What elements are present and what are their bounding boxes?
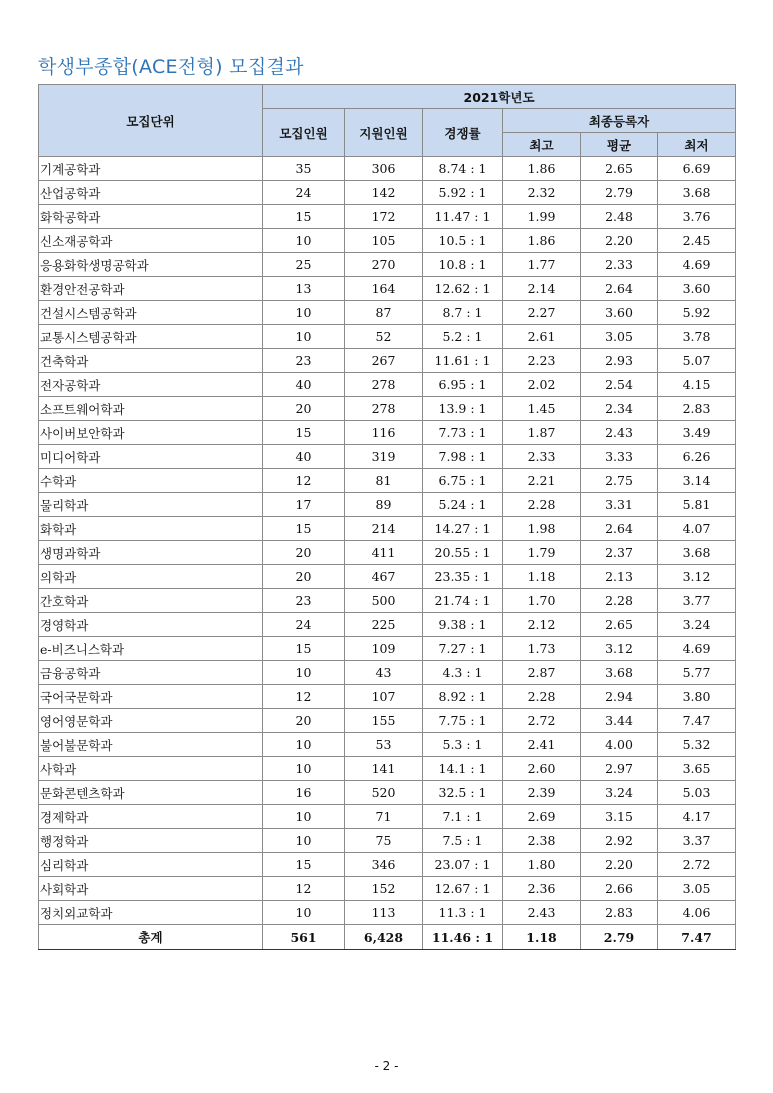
department-name-cell: 의학과 <box>39 565 263 589</box>
average-grade-cell: 2.64 <box>581 517 658 541</box>
best-grade-cell: 2.27 <box>503 301 581 325</box>
table-row <box>39 421 736 445</box>
best-grade-cell: 2.36 <box>503 877 581 901</box>
lowest-grade-cell: 5.32 <box>658 733 736 757</box>
average-grade-cell: 3.31 <box>581 493 658 517</box>
quota-cell: 10 <box>263 757 345 781</box>
department-name-cell: 화학공학과 <box>39 205 263 229</box>
lowest-grade-cell: 3.37 <box>658 829 736 853</box>
header-unit: 모집단위 <box>39 85 263 157</box>
quota-cell: 23 <box>263 349 345 373</box>
ratio-cell: 8.7 : 1 <box>423 301 503 325</box>
ratio-cell: 23.07 : 1 <box>423 853 503 877</box>
ratio-cell: 8.92 : 1 <box>423 685 503 709</box>
quota-cell: 10 <box>263 325 345 349</box>
department-name-cell: 금융공학과 <box>39 661 263 685</box>
header-year: 2021학년도 <box>263 85 736 109</box>
quota-cell: 35 <box>263 157 345 181</box>
applicants-cell: 53 <box>345 733 423 757</box>
applicants-cell: 141 <box>345 757 423 781</box>
average-grade-cell: 2.33 <box>581 253 658 277</box>
average-grade-cell: 2.66 <box>581 877 658 901</box>
table-row <box>39 685 736 709</box>
applicants-cell: 81 <box>345 469 423 493</box>
ratio-cell: 12.62 : 1 <box>423 277 503 301</box>
applicants-cell: 142 <box>345 181 423 205</box>
best-grade-cell: 2.28 <box>503 493 581 517</box>
best-grade-cell: 1.77 <box>503 253 581 277</box>
average-grade-cell: 2.13 <box>581 565 658 589</box>
lowest-grade-cell: 4.07 <box>658 517 736 541</box>
table-row <box>39 733 736 757</box>
applicants-cell: 87 <box>345 301 423 325</box>
ratio-cell: 10.5 : 1 <box>423 229 503 253</box>
table-body <box>39 157 736 950</box>
average-grade-cell: 2.43 <box>581 421 658 445</box>
ratio-cell: 5.92 : 1 <box>423 181 503 205</box>
quota-cell: 10 <box>263 829 345 853</box>
applicants-cell: 319 <box>345 445 423 469</box>
best-grade-cell: 1.80 <box>503 853 581 877</box>
lowest-grade-cell: 3.77 <box>658 589 736 613</box>
best-grade-cell: 2.61 <box>503 325 581 349</box>
lowest-grade-cell: 4.15 <box>658 373 736 397</box>
applicants-cell: 225 <box>345 613 423 637</box>
average-grade-cell: 2.20 <box>581 853 658 877</box>
average-grade-cell: 2.34 <box>581 397 658 421</box>
applicants-cell: 52 <box>345 325 423 349</box>
quota-cell: 15 <box>263 421 345 445</box>
average-grade-cell: 2.54 <box>581 373 658 397</box>
ratio-cell: 11.61 : 1 <box>423 349 503 373</box>
department-name-cell: 건축학과 <box>39 349 263 373</box>
results-table <box>38 84 736 950</box>
department-name-cell: 경영학과 <box>39 613 263 637</box>
applicants-cell: 270 <box>345 253 423 277</box>
ratio-cell: 23.35 : 1 <box>423 565 503 589</box>
lowest-grade-cell: 3.49 <box>658 421 736 445</box>
table-row <box>39 181 736 205</box>
ratio-cell: 5.3 : 1 <box>423 733 503 757</box>
best-grade-cell: 2.69 <box>503 805 581 829</box>
quota-cell: 20 <box>263 709 345 733</box>
applicants-cell: 89 <box>345 493 423 517</box>
ratio-cell: 11.47 : 1 <box>423 205 503 229</box>
lowest-grade-cell: 2.72 <box>658 853 736 877</box>
applicants-cell: 116 <box>345 421 423 445</box>
department-name-cell: e-비즈니스학과 <box>39 637 263 661</box>
best-grade-cell: 2.60 <box>503 757 581 781</box>
department-name-cell: 불어불문학과 <box>39 733 263 757</box>
department-name-cell: 심리학과 <box>39 853 263 877</box>
total-quota-cell: 561 <box>263 925 345 950</box>
department-name-cell: 정치외교학과 <box>39 901 263 925</box>
header-best: 최고 <box>503 133 581 157</box>
ratio-cell: 13.9 : 1 <box>423 397 503 421</box>
department-name-cell: 신소재공학과 <box>39 229 263 253</box>
ratio-cell: 5.2 : 1 <box>423 325 503 349</box>
average-grade-cell: 3.05 <box>581 325 658 349</box>
average-grade-cell: 2.48 <box>581 205 658 229</box>
department-name-cell: 소프트웨어학과 <box>39 397 263 421</box>
average-grade-cell: 3.68 <box>581 661 658 685</box>
total-average-grade-cell: 2.79 <box>581 925 658 950</box>
department-name-cell: 환경안전공학과 <box>39 277 263 301</box>
ratio-cell: 14.1 : 1 <box>423 757 503 781</box>
table-row <box>39 397 736 421</box>
quota-cell: 20 <box>263 541 345 565</box>
average-grade-cell: 2.75 <box>581 469 658 493</box>
applicants-cell: 155 <box>345 709 423 733</box>
applicants-cell: 107 <box>345 685 423 709</box>
total-best-grade-cell: 1.18 <box>503 925 581 950</box>
quota-cell: 24 <box>263 181 345 205</box>
average-grade-cell: 3.60 <box>581 301 658 325</box>
header-final-registrants: 최종등록자 <box>503 109 736 133</box>
total-lowest-grade-cell: 7.47 <box>658 925 736 950</box>
ratio-cell: 6.95 : 1 <box>423 373 503 397</box>
ratio-cell: 10.8 : 1 <box>423 253 503 277</box>
best-grade-cell: 2.12 <box>503 613 581 637</box>
lowest-grade-cell: 4.69 <box>658 637 736 661</box>
quota-cell: 20 <box>263 565 345 589</box>
ratio-cell: 21.74 : 1 <box>423 589 503 613</box>
table-row <box>39 853 736 877</box>
table-row <box>39 805 736 829</box>
table-row <box>39 277 736 301</box>
header-average: 평균 <box>581 133 658 157</box>
ratio-cell: 7.75 : 1 <box>423 709 503 733</box>
quota-cell: 10 <box>263 805 345 829</box>
table-row <box>39 157 736 181</box>
applicants-cell: 278 <box>345 397 423 421</box>
lowest-grade-cell: 4.69 <box>658 253 736 277</box>
quota-cell: 10 <box>263 901 345 925</box>
average-grade-cell: 4.00 <box>581 733 658 757</box>
quota-cell: 15 <box>263 517 345 541</box>
lowest-grade-cell: 6.69 <box>658 157 736 181</box>
average-grade-cell: 2.79 <box>581 181 658 205</box>
table-row <box>39 877 736 901</box>
quota-cell: 15 <box>263 853 345 877</box>
lowest-grade-cell: 5.81 <box>658 493 736 517</box>
lowest-grade-cell: 3.60 <box>658 277 736 301</box>
total-department-name-cell: 총계 <box>39 925 263 950</box>
quota-cell: 12 <box>263 469 345 493</box>
lowest-grade-cell: 3.14 <box>658 469 736 493</box>
ratio-cell: 7.5 : 1 <box>423 829 503 853</box>
table-row <box>39 757 736 781</box>
average-grade-cell: 2.83 <box>581 901 658 925</box>
best-grade-cell: 2.33 <box>503 445 581 469</box>
table-row <box>39 565 736 589</box>
table-row <box>39 517 736 541</box>
applicants-cell: 214 <box>345 517 423 541</box>
average-grade-cell: 2.97 <box>581 757 658 781</box>
best-grade-cell: 2.28 <box>503 685 581 709</box>
ratio-cell: 5.24 : 1 <box>423 493 503 517</box>
table-row <box>39 709 736 733</box>
best-grade-cell: 2.41 <box>503 733 581 757</box>
applicants-cell: 172 <box>345 205 423 229</box>
average-grade-cell: 2.65 <box>581 613 658 637</box>
lowest-grade-cell: 4.06 <box>658 901 736 925</box>
lowest-grade-cell: 4.17 <box>658 805 736 829</box>
table-row <box>39 301 736 325</box>
quota-cell: 20 <box>263 397 345 421</box>
ratio-cell: 14.27 : 1 <box>423 517 503 541</box>
lowest-grade-cell: 2.45 <box>658 229 736 253</box>
ratio-cell: 7.1 : 1 <box>423 805 503 829</box>
table-row <box>39 493 736 517</box>
department-name-cell: 생명과학과 <box>39 541 263 565</box>
table-row <box>39 445 736 469</box>
header-lowest: 최저 <box>658 133 736 157</box>
department-name-cell: 기계공학과 <box>39 157 263 181</box>
applicants-cell: 278 <box>345 373 423 397</box>
lowest-grade-cell: 3.80 <box>658 685 736 709</box>
best-grade-cell: 2.43 <box>503 901 581 925</box>
table-row <box>39 469 736 493</box>
applicants-cell: 43 <box>345 661 423 685</box>
lowest-grade-cell: 5.92 <box>658 301 736 325</box>
department-name-cell: 전자공학과 <box>39 373 263 397</box>
quota-cell: 16 <box>263 781 345 805</box>
average-grade-cell: 2.93 <box>581 349 658 373</box>
lowest-grade-cell: 3.68 <box>658 181 736 205</box>
best-grade-cell: 1.86 <box>503 229 581 253</box>
department-name-cell: 응용화학생명공학과 <box>39 253 263 277</box>
applicants-cell: 164 <box>345 277 423 301</box>
quota-cell: 10 <box>263 229 345 253</box>
quota-cell: 40 <box>263 373 345 397</box>
average-grade-cell: 3.12 <box>581 637 658 661</box>
lowest-grade-cell: 6.26 <box>658 445 736 469</box>
table-row <box>39 229 736 253</box>
best-grade-cell: 1.45 <box>503 397 581 421</box>
table-row <box>39 829 736 853</box>
average-grade-cell: 2.37 <box>581 541 658 565</box>
department-name-cell: 간호학과 <box>39 589 263 613</box>
department-name-cell: 수학과 <box>39 469 263 493</box>
department-name-cell: 국어국문학과 <box>39 685 263 709</box>
average-grade-cell: 2.28 <box>581 589 658 613</box>
table-row <box>39 373 736 397</box>
average-grade-cell: 2.65 <box>581 157 658 181</box>
best-grade-cell: 2.02 <box>503 373 581 397</box>
department-name-cell: 사이버보안학과 <box>39 421 263 445</box>
applicants-cell: 467 <box>345 565 423 589</box>
department-name-cell: 영어영문학과 <box>39 709 263 733</box>
ratio-cell: 7.73 : 1 <box>423 421 503 445</box>
lowest-grade-cell: 3.68 <box>658 541 736 565</box>
table-row <box>39 205 736 229</box>
ratio-cell: 8.74 : 1 <box>423 157 503 181</box>
ratio-cell: 7.27 : 1 <box>423 637 503 661</box>
best-grade-cell: 1.98 <box>503 517 581 541</box>
ratio-cell: 11.3 : 1 <box>423 901 503 925</box>
table-row <box>39 589 736 613</box>
average-grade-cell: 3.33 <box>581 445 658 469</box>
lowest-grade-cell: 5.07 <box>658 349 736 373</box>
quota-cell: 40 <box>263 445 345 469</box>
applicants-cell: 346 <box>345 853 423 877</box>
average-grade-cell: 2.64 <box>581 277 658 301</box>
lowest-grade-cell: 2.83 <box>658 397 736 421</box>
applicants-cell: 152 <box>345 877 423 901</box>
average-grade-cell: 3.24 <box>581 781 658 805</box>
applicants-cell: 71 <box>345 805 423 829</box>
department-name-cell: 산업공학과 <box>39 181 263 205</box>
best-grade-cell: 1.87 <box>503 421 581 445</box>
quota-cell: 13 <box>263 277 345 301</box>
department-name-cell: 문화콘텐츠학과 <box>39 781 263 805</box>
table-row <box>39 661 736 685</box>
applicants-cell: 109 <box>345 637 423 661</box>
header-ratio: 경쟁률 <box>423 109 503 157</box>
best-grade-cell: 2.32 <box>503 181 581 205</box>
quota-cell: 10 <box>263 733 345 757</box>
quota-cell: 12 <box>263 877 345 901</box>
quota-cell: 15 <box>263 637 345 661</box>
lowest-grade-cell: 3.65 <box>658 757 736 781</box>
lowest-grade-cell: 3.78 <box>658 325 736 349</box>
ratio-cell: 32.5 : 1 <box>423 781 503 805</box>
best-grade-cell: 2.38 <box>503 829 581 853</box>
ratio-cell: 12.67 : 1 <box>423 877 503 901</box>
table-row <box>39 253 736 277</box>
lowest-grade-cell: 3.24 <box>658 613 736 637</box>
ratio-cell: 6.75 : 1 <box>423 469 503 493</box>
lowest-grade-cell: 7.47 <box>658 709 736 733</box>
best-grade-cell: 2.39 <box>503 781 581 805</box>
table-row <box>39 349 736 373</box>
applicants-cell: 75 <box>345 829 423 853</box>
table-row <box>39 781 736 805</box>
quota-cell: 15 <box>263 205 345 229</box>
page-title: 학생부종합(ACE전형) 모집결과 <box>38 56 304 78</box>
best-grade-cell: 2.14 <box>503 277 581 301</box>
department-name-cell: 미디어학과 <box>39 445 263 469</box>
quota-cell: 10 <box>263 661 345 685</box>
department-name-cell: 행정학과 <box>39 829 263 853</box>
quota-cell: 25 <box>263 253 345 277</box>
applicants-cell: 113 <box>345 901 423 925</box>
table-row <box>39 613 736 637</box>
department-name-cell: 건설시스템공학과 <box>39 301 263 325</box>
applicants-cell: 105 <box>345 229 423 253</box>
best-grade-cell: 1.86 <box>503 157 581 181</box>
lowest-grade-cell: 3.05 <box>658 877 736 901</box>
department-name-cell: 물리학과 <box>39 493 263 517</box>
ratio-cell: 7.98 : 1 <box>423 445 503 469</box>
department-name-cell: 경제학과 <box>39 805 263 829</box>
average-grade-cell: 3.44 <box>581 709 658 733</box>
best-grade-cell: 1.99 <box>503 205 581 229</box>
best-grade-cell: 1.70 <box>503 589 581 613</box>
average-grade-cell: 2.94 <box>581 685 658 709</box>
department-name-cell: 화학과 <box>39 517 263 541</box>
applicants-cell: 267 <box>345 349 423 373</box>
applicants-cell: 520 <box>345 781 423 805</box>
best-grade-cell: 1.79 <box>503 541 581 565</box>
header-applicants: 지원인원 <box>345 109 423 157</box>
lowest-grade-cell: 5.03 <box>658 781 736 805</box>
table-row <box>39 901 736 925</box>
quota-cell: 10 <box>263 301 345 325</box>
page-number: - 2 - <box>374 1059 399 1073</box>
quota-cell: 17 <box>263 493 345 517</box>
best-grade-cell: 2.72 <box>503 709 581 733</box>
department-name-cell: 사회학과 <box>39 877 263 901</box>
applicants-cell: 500 <box>345 589 423 613</box>
lowest-grade-cell: 5.77 <box>658 661 736 685</box>
best-grade-cell: 2.21 <box>503 469 581 493</box>
best-grade-cell: 2.23 <box>503 349 581 373</box>
average-grade-cell: 2.92 <box>581 829 658 853</box>
applicants-cell: 306 <box>345 157 423 181</box>
department-name-cell: 교통시스템공학과 <box>39 325 263 349</box>
best-grade-cell: 1.18 <box>503 565 581 589</box>
department-name-cell: 사학과 <box>39 757 263 781</box>
lowest-grade-cell: 3.76 <box>658 205 736 229</box>
header-quota: 모집인원 <box>263 109 345 157</box>
ratio-cell: 9.38 : 1 <box>423 613 503 637</box>
table-row <box>39 541 736 565</box>
applicants-cell: 411 <box>345 541 423 565</box>
quota-cell: 24 <box>263 613 345 637</box>
table-row <box>39 325 736 349</box>
table-row <box>39 637 736 661</box>
total-applicants-cell: 6,428 <box>345 925 423 950</box>
best-grade-cell: 1.73 <box>503 637 581 661</box>
quota-cell: 12 <box>263 685 345 709</box>
best-grade-cell: 2.87 <box>503 661 581 685</box>
lowest-grade-cell: 3.12 <box>658 565 736 589</box>
quota-cell: 23 <box>263 589 345 613</box>
total-row <box>39 925 736 950</box>
total-ratio-cell: 11.46 : 1 <box>423 925 503 950</box>
average-grade-cell: 2.20 <box>581 229 658 253</box>
average-grade-cell: 3.15 <box>581 805 658 829</box>
ratio-cell: 4.3 : 1 <box>423 661 503 685</box>
ratio-cell: 20.55 : 1 <box>423 541 503 565</box>
